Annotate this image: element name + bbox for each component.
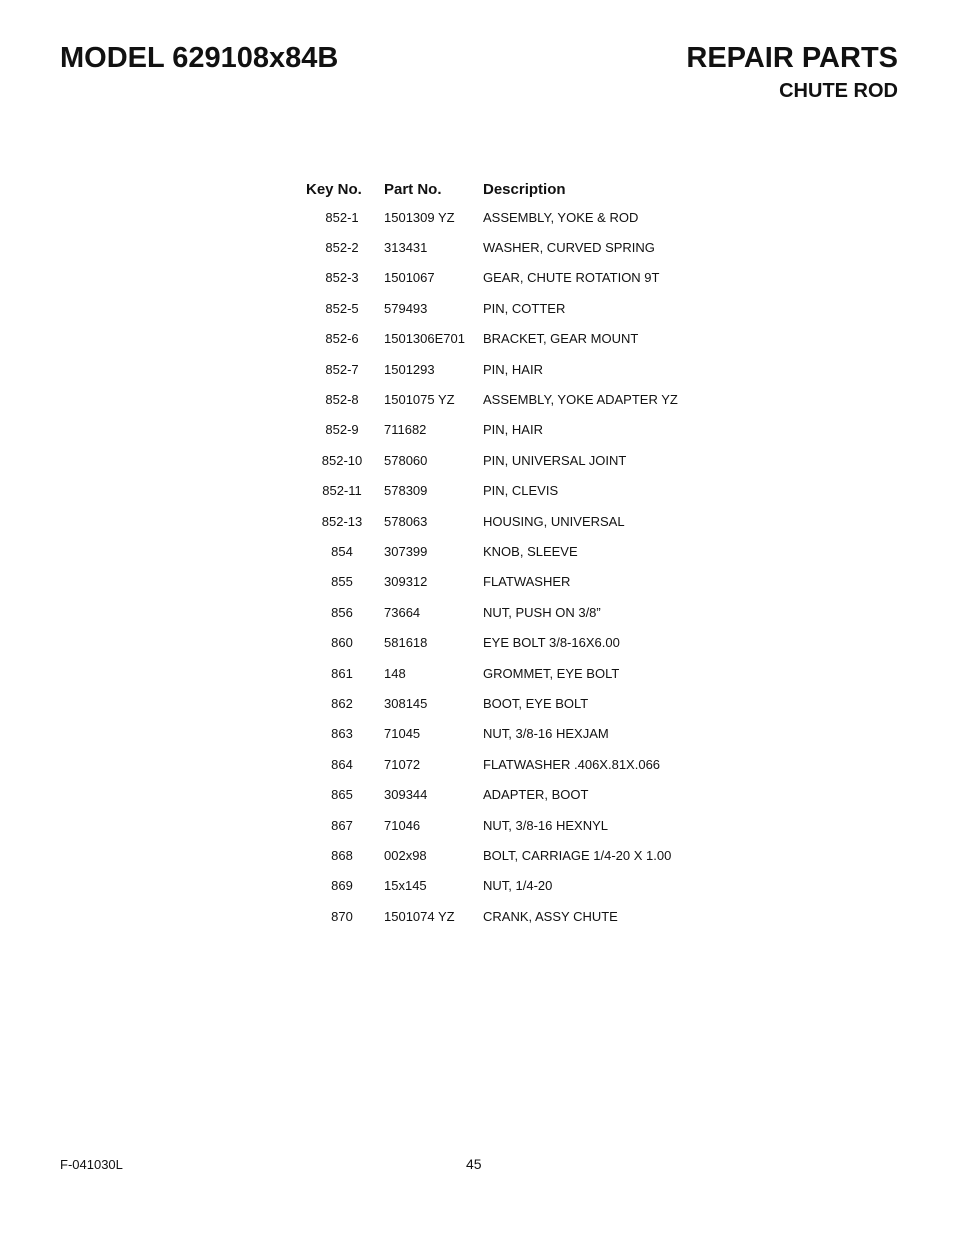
key-number-cell: 868 (331, 847, 353, 863)
description-cell: NUT, 3/8-16 HEXNYL (483, 817, 608, 833)
description-cell: EYE BOLT 3/8-16X6.00 (483, 635, 620, 651)
part-number-cell: 578063 (384, 513, 428, 529)
part-number-cell: 71046 (384, 817, 421, 833)
table-row (300, 597, 723, 627)
repair-parts-title: REPAIR PARTS (686, 42, 898, 74)
description-cell: GROMMET, EYE BOLT (483, 665, 620, 681)
description-cell: BOOT, EYE BOLT (483, 695, 589, 711)
key-number-cell: 852-3 (325, 270, 359, 286)
part-number-cell: 1501309 YZ (384, 209, 455, 225)
key-number-cell: 852-7 (325, 361, 359, 377)
key-number-cell: 852-13 (321, 513, 363, 529)
table-row (300, 810, 723, 840)
description-cell: NUT, 3/8-16 HEXJAM (483, 726, 609, 742)
part-number-cell: 578060 (384, 452, 428, 468)
description-cell: FLATWASHER (483, 574, 571, 590)
table-row (300, 840, 723, 870)
description-cell: WASHER, CURVED SPRING (483, 240, 655, 256)
key-number-cell: 854 (331, 543, 353, 559)
part-number-cell: 1501067 (384, 270, 435, 286)
part-number-cell: 309312 (384, 574, 428, 590)
description-cell: GEAR, CHUTE ROTATION 9T (483, 270, 660, 286)
table-row (300, 293, 723, 323)
table-row (300, 263, 723, 293)
part-number-cell: 1501075 YZ (384, 392, 455, 408)
key-number-cell: 852-1 (325, 209, 359, 225)
part-number-cell: 002x98 (384, 847, 427, 863)
table-body (300, 202, 723, 931)
description-cell: ASSEMBLY, YOKE ADAPTER YZ (483, 392, 678, 408)
key-number-cell: 856 (331, 604, 353, 620)
table-row (300, 627, 723, 657)
table-row (300, 324, 723, 354)
table-header-row (300, 176, 723, 202)
key-number-cell: 852-2 (325, 240, 359, 256)
key-number-cell: 852-10 (321, 452, 363, 468)
table-row (300, 749, 723, 779)
part-number-cell: 309344 (384, 787, 428, 803)
key-number-cell: 867 (331, 817, 353, 833)
part-number-cell: 579493 (384, 300, 428, 316)
form-code: F-041030L (60, 1157, 123, 1172)
table-row (300, 232, 723, 262)
key-number-cell: 870 (331, 908, 353, 924)
key-number-cell: 852-6 (325, 331, 359, 347)
table-row (300, 415, 723, 445)
key-number-cell: 852-11 (322, 483, 362, 499)
description-cell: CRANK, ASSY CHUTE (483, 908, 618, 924)
part-number-cell: 1501293 (384, 361, 435, 377)
table-row (300, 719, 723, 749)
column-header-key: Key No. (306, 180, 362, 198)
description-cell: PIN, HAIR (483, 422, 543, 438)
key-number-cell: 865 (331, 787, 353, 803)
section-title: CHUTE ROD (779, 80, 898, 102)
table-row (300, 476, 723, 506)
part-number-cell: 73664 (384, 604, 421, 620)
table-row (300, 445, 723, 475)
table-row (300, 688, 723, 718)
table-row (300, 354, 723, 384)
table-row (300, 202, 723, 232)
description-cell: ADAPTER, BOOT (483, 787, 589, 803)
description-cell: NUT, 1/4-20 (483, 878, 553, 894)
part-number-cell: 1501306E701 (384, 331, 465, 347)
key-number-cell: 852-8 (325, 392, 359, 408)
model-title: MODEL 629108x84B (60, 42, 339, 74)
description-cell: NUT, PUSH ON 3/8” (483, 604, 601, 620)
column-header-part: Part No. (384, 180, 442, 198)
part-number-cell: 711682 (384, 422, 427, 438)
description-cell: PIN, CLEVIS (483, 483, 559, 499)
key-number-cell: 864 (331, 756, 353, 772)
table-row (300, 658, 723, 688)
table-row (300, 384, 723, 414)
table-row (300, 536, 723, 566)
parts-table (300, 176, 723, 931)
page-number: 45 (466, 1156, 482, 1172)
part-number-cell: 148 (384, 665, 406, 681)
description-cell: KNOB, SLEEVE (483, 543, 578, 559)
part-number-cell: 1501074 YZ (384, 908, 455, 924)
table-row (300, 567, 723, 597)
part-number-cell: 71045 (384, 726, 421, 742)
table-row (300, 506, 723, 536)
description-cell: BRACKET, GEAR MOUNT (483, 331, 639, 347)
description-cell: FLATWASHER .406X.81X.066 (483, 756, 661, 772)
part-number-cell: 313431 (384, 240, 428, 256)
table-row (300, 901, 723, 931)
key-number-cell: 863 (331, 726, 353, 742)
part-number-cell: 578309 (384, 483, 428, 499)
key-number-cell: 862 (331, 695, 353, 711)
description-cell: PIN, COTTER (483, 300, 566, 316)
description-cell: PIN, HAIR (483, 361, 543, 377)
part-number-cell: 307399 (384, 543, 428, 559)
table-row (300, 779, 723, 809)
description-cell: HOUSING, UNIVERSAL (483, 513, 625, 529)
description-cell: PIN, UNIVERSAL JOINT (483, 452, 627, 468)
part-number-cell: 581618 (384, 635, 428, 651)
part-number-cell: 308145 (384, 695, 428, 711)
key-number-cell: 852-9 (325, 422, 359, 438)
key-number-cell: 860 (331, 635, 353, 651)
key-number-cell: 861 (331, 665, 353, 681)
part-number-cell: 15x145 (384, 878, 427, 894)
column-header-description: Description (483, 180, 566, 198)
key-number-cell: 869 (331, 878, 353, 894)
table-row (300, 871, 723, 901)
description-cell: BOLT, CARRIAGE 1/4-20 X 1.00 (483, 847, 672, 863)
key-number-cell: 855 (331, 574, 353, 590)
part-number-cell: 71072 (384, 756, 421, 772)
description-cell: ASSEMBLY, YOKE & ROD (483, 209, 639, 225)
key-number-cell: 852-5 (325, 300, 359, 316)
